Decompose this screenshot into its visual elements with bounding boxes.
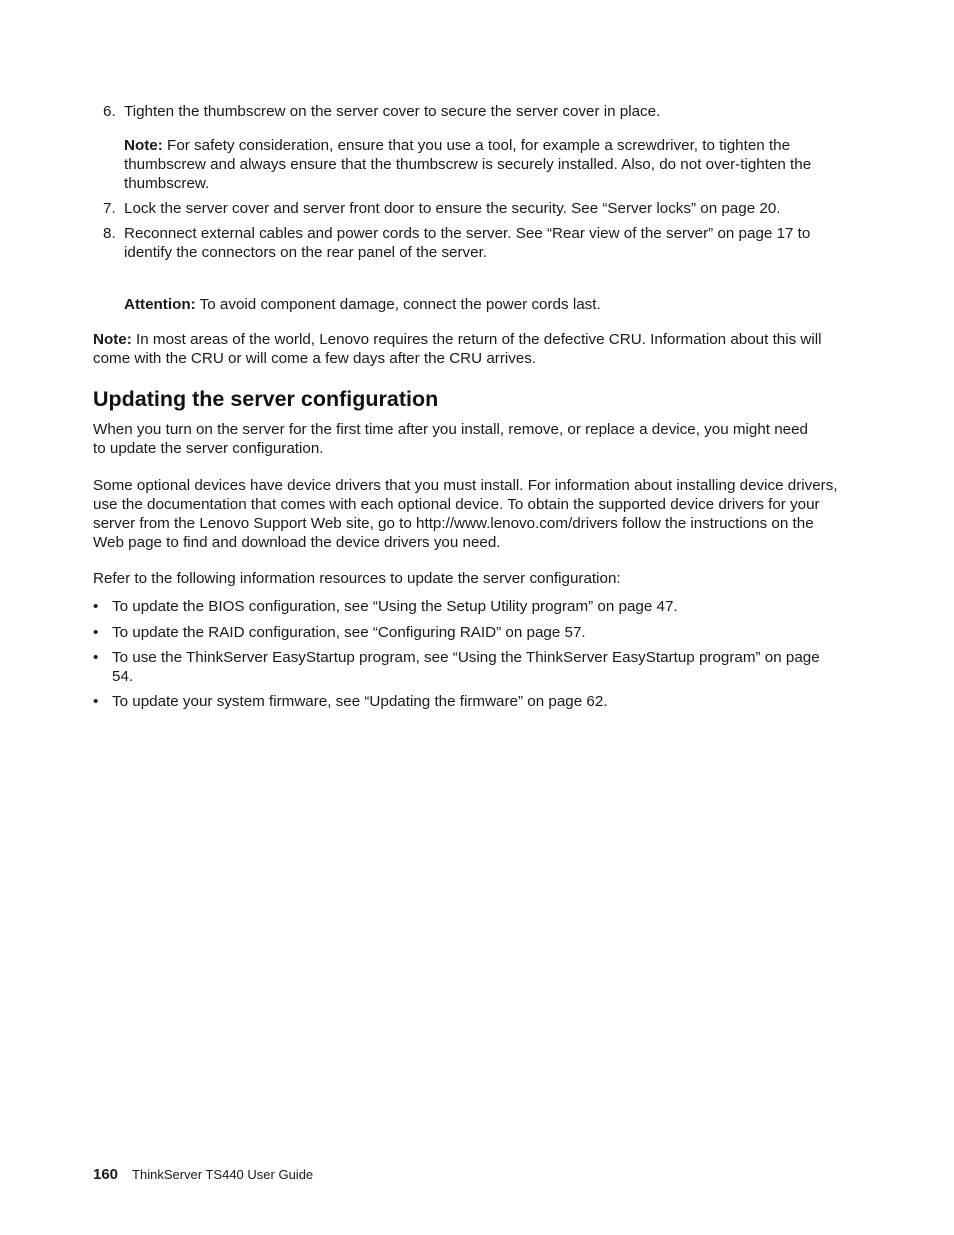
step-text: Lock the server cover and server front door to ensure the security. See “Server locks” on page 20.: [124, 200, 781, 217]
step-number: 6.: [103, 103, 116, 120]
list-item-text: To update the BIOS configuration, see “Using the Setup Utility program” on page 47.: [112, 598, 678, 615]
list-item: [93, 597, 833, 616]
guide-title: ThinkServer TS440 User Guide: [132, 1167, 314, 1182]
page-footer: [93, 1166, 313, 1184]
cru-note: [93, 330, 843, 368]
section-paragraph-2: Some optional devices have device drivers that you must install. For information about installing device drivers, use the documentation that comes with each optional device. To obtain the supported device drivers for your server from the Lenovo Support Web site, go to http://www.lenovo.com/drivers follow the instructions on the Web page to find and download the device drivers you need.: [93, 477, 838, 551]
bullet-icon: •: [93, 649, 99, 666]
list-item: [93, 648, 827, 686]
attention-label: Attention:: [124, 296, 196, 313]
section-paragraph-3: Refer to the following information resources to update the server configuration:: [93, 570, 621, 587]
section-paragraph-1: When you turn on the server for the first time after you install, remove, or replace a device, you might need to update the server configuration.: [93, 421, 808, 457]
list-item-text: To update the RAID configuration, see “Configuring RAID” on page 57.: [112, 624, 586, 641]
page-number: 160: [93, 1166, 119, 1183]
step-number: 7.: [103, 200, 116, 217]
list-item: [93, 692, 833, 711]
resource-list: [93, 597, 833, 711]
bullet-icon: •: [93, 693, 99, 710]
step-text: Reconnect external cables and power cords to the server. See “Rear view of the server” on page 17 to identify the connectors on the rear panel of the server.: [124, 225, 811, 261]
attention-text: To avoid component damage, connect the power cords last.: [199, 296, 601, 313]
step-number: 8.: [103, 225, 116, 242]
note-label: Note:: [124, 137, 163, 154]
note-label: Note:: [93, 331, 132, 348]
bullet-icon: •: [93, 624, 99, 641]
bullet-icon: •: [93, 598, 99, 615]
step-text: Tighten the thumbscrew on the server cover to secure the server cover in place.: [124, 103, 661, 120]
note-text: For safety consideration, ensure that you use a tool, for example a screwdriver, to tighten the thumbscrew and always ensure that the thumbscrew is securely installed. Also, do not over-tighten the thumbscrew.: [124, 137, 812, 192]
note-text: In most areas of the world, Lenovo requires the return of the defective CRU. Information about this will come with the CRU or will come a few days after the CRU arrives.: [93, 331, 822, 367]
note-block: [124, 136, 824, 193]
list-item: [93, 623, 833, 642]
list-item-text: To update your system firmware, see “Updating the firmware” on page 62.: [112, 693, 608, 710]
list-item-text: To use the ThinkServer EasyStartup program, see “Using the ThinkServer EasyStartup program” on page 54.: [112, 649, 820, 685]
section-heading: Updating the server configuration: [93, 387, 439, 411]
